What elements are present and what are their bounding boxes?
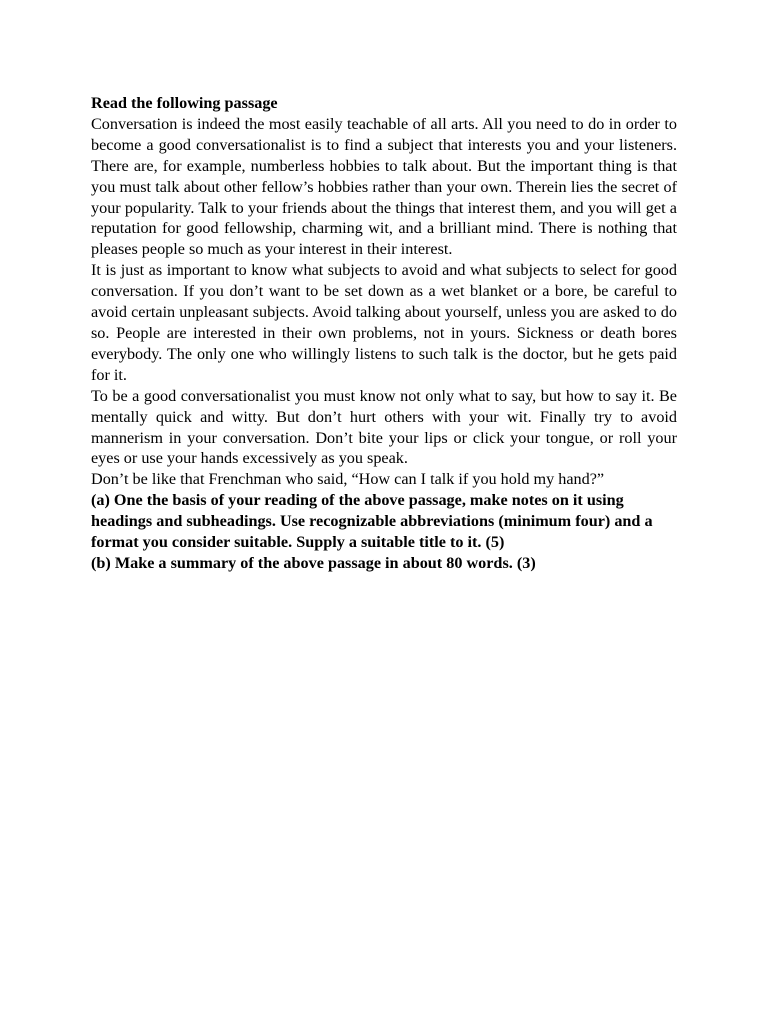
passage-content [91,93,677,574]
passage-paragraph-1: Conversation is indeed the most easily teachable of all arts. All you need to do in order to become a good conversationalist is to find a subject that interests you and your listeners. There are, for example, numberless hobbies to talk about. But the important thing is that you must talk about other fellow’s hobbies rather than your own. Therein lies the secret of your popularity. Talk to your friends about the things that interest them, and you will get a reputation for good fellowship, charming wit, and a brilliant mind. There is nothing that pleases people so much as your interest in their interest. [91,114,677,259]
passage-paragraph-2: It is just as important to know what subjects to avoid and what subjects to select for good conversation. If you don’t want to be set down as a wet blanket or a bore, be careful to avoid certain unpleasant subjects. Avoid talking about yourself, unless you are asked to do so. People are interested in their own problems, not in yours. Sickness or death bores everybody. The only one who willingly listens to such talk is the doctor, but he gets paid for it. [91,261,677,384]
passage-paragraph-4: Don’t be like that Frenchman who said, “How can I talk if you hold my hand?” [91,470,605,489]
passage-paragraph-3: To be a good conversationalist you must know not only what to say, but how to say it. Be mentally quick and witty. But don’t hurt others with your wit. Finally try to avoid mannerism in your conversation. Don’t bite your lips or click your tongue, or roll your eyes or use your hands excessively as you speak. [91,386,677,468]
passage-heading: Read the following passage [91,94,278,112]
question-a: (a) One the basis of your reading of the above passage, make notes on it using headings and subheadings. Use recognizable abbreviations (minimum four) and a format you consider suitable. Supply a suitable title to it. (5) [91,491,653,552]
question-b: (b) Make a summary of the above passage in about 80 words. (3) [91,553,536,572]
